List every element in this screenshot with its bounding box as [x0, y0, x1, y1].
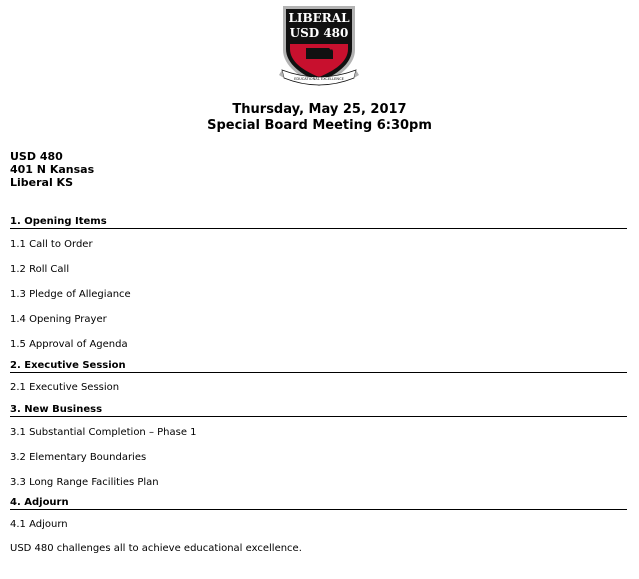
agenda-item: 4.1 Adjourn: [10, 519, 68, 530]
logo-banner: EDUCATIONAL EXCELLENCE: [294, 77, 344, 81]
meeting-date: Thursday, May 25, 2017: [232, 102, 407, 117]
agenda-item: 3.1 Substantial Completion – Phase 1: [10, 427, 197, 438]
agenda-item: 1.5 Approval of Agenda: [10, 339, 128, 350]
address-line-org: USD 480: [10, 150, 63, 163]
footer-motto: USD 480 challenges all to achieve educational excellence.: [10, 543, 302, 554]
agenda: [10, 215, 627, 531]
agenda-item: 3.3 Long Range Facilities Plan: [10, 477, 159, 488]
agenda-item: 2.1 Executive Session: [10, 382, 120, 393]
shield-logo-graphic: [279, 4, 359, 90]
meeting-title: Special Board Meeting 6:30pm: [207, 118, 432, 133]
address-line-city: Liberal KS: [10, 176, 74, 189]
section-title-new-business: 3. New Business: [10, 403, 627, 417]
agenda-item: 1.3 Pledge of Allegiance: [10, 289, 131, 300]
logo-line2: USD 480: [289, 26, 349, 40]
address-block: [10, 150, 94, 189]
section-title-executive-session: 2. Executive Session: [10, 359, 627, 373]
section-title-adjourn: 4. Adjourn: [10, 496, 627, 510]
agenda-item: 1.2 Roll Call: [10, 264, 70, 275]
agenda-item: 1.4 Opening Prayer: [10, 314, 107, 325]
agenda-item: 1.1 Call to Order: [10, 239, 93, 250]
district-logo: [279, 4, 359, 90]
section-title-opening-items: 1. Opening Items: [10, 215, 627, 229]
logo-line1: LIBERAL: [288, 11, 350, 25]
address-line-street: 401 N Kansas: [10, 163, 95, 176]
agenda-item: 3.2 Elementary Boundaries: [10, 452, 147, 463]
